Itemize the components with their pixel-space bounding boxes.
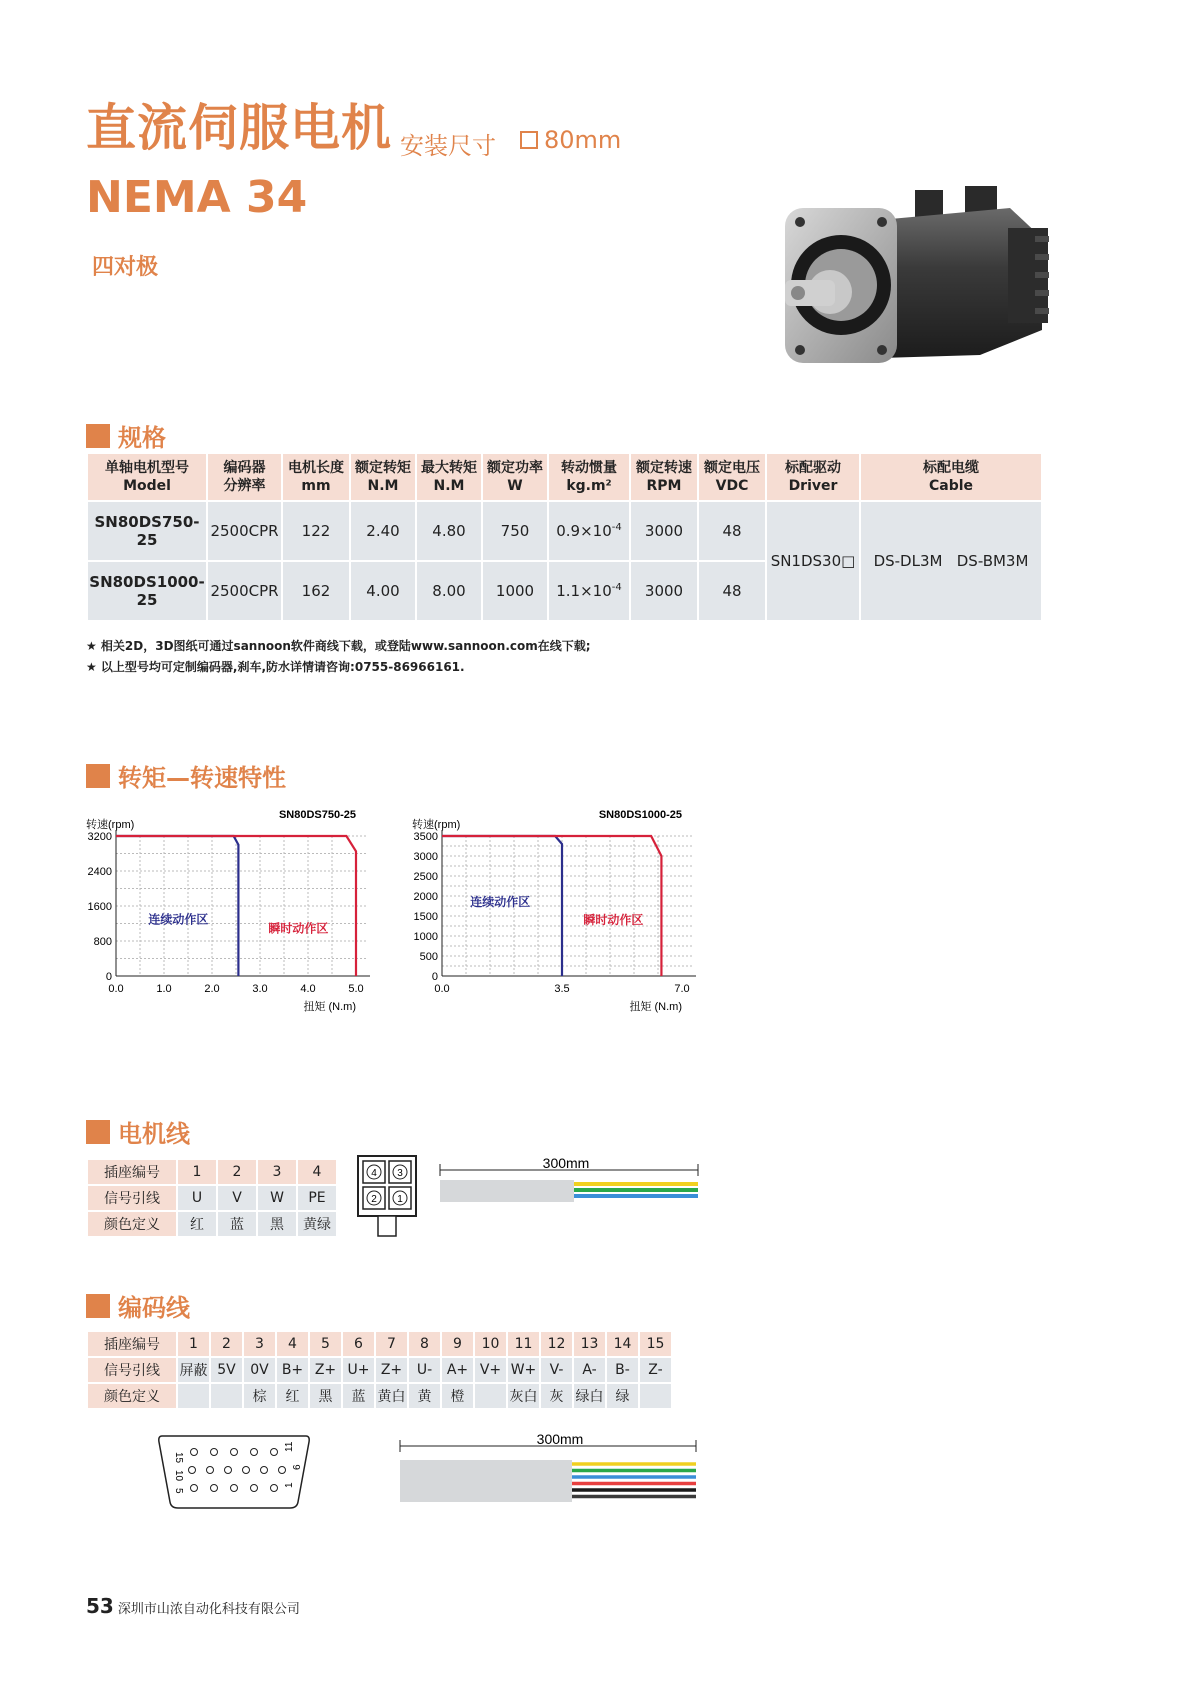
y-tick-label: 500: [419, 951, 438, 963]
encoder-cable-diagram: [396, 1432, 702, 1504]
pin-cell: 2: [218, 1160, 256, 1184]
spec-cell-power: 750: [483, 502, 547, 560]
signal-cell: U+: [343, 1358, 374, 1382]
x-tick-label: 0.0: [108, 983, 124, 995]
signal-cell: Z-: [640, 1358, 671, 1382]
x-axis-label: 扭矩 (N.m): [629, 1001, 682, 1013]
pin-cell: 13: [574, 1332, 605, 1356]
row-label: 插座编号: [88, 1332, 176, 1356]
notes: [86, 636, 591, 678]
color-cell: [211, 1384, 242, 1408]
pin-cell: 3: [258, 1160, 296, 1184]
page-number: 53: [86, 1594, 114, 1618]
row-label: 颜色定义: [88, 1384, 176, 1408]
spec-cell-inertia: $1.1\times 10^{-4}$: [549, 562, 629, 620]
x-tick-label: 2.0: [204, 983, 220, 995]
y-tick-label: 0: [105, 971, 112, 983]
signal-cell: 0V: [244, 1358, 275, 1382]
connector-pin-label: 2: [371, 1194, 377, 1205]
pin-cell: 14: [607, 1332, 638, 1356]
company-name: 深圳市山浓自动化科技有限公司: [117, 1602, 300, 1617]
section-specs-title: 规格: [118, 424, 166, 452]
y-axis-label: 转速(rpm): [412, 819, 461, 831]
pin-cell: 1: [178, 1332, 209, 1356]
pin-cell: 1: [178, 1160, 216, 1184]
db-pin-label: 5: [173, 1488, 184, 1494]
spec-cell-rated-torque: 4.00: [351, 562, 415, 620]
y-tick-label: 1500: [413, 911, 438, 923]
spec-cell-encoder: 2500CPR: [208, 502, 281, 560]
y-tick-label: 2000: [413, 891, 438, 903]
color-cell: 红: [277, 1384, 308, 1408]
x-axis-label: 扭矩 (N.m): [303, 1001, 356, 1013]
x-tick-label: 3.5: [554, 983, 570, 995]
spec-header-cell: 转动惯量 kg.m²: [549, 454, 629, 500]
square-icon: [520, 131, 538, 149]
encoder-color-row: [88, 1384, 671, 1408]
color-cell: [475, 1384, 506, 1408]
row-label: 插座编号: [88, 1160, 176, 1184]
db-pin-label: 11: [284, 1441, 295, 1452]
db-pin-label: 1: [284, 1482, 295, 1488]
encoder-pin-row: [88, 1332, 671, 1356]
x-tick-label: 5.0: [348, 983, 364, 995]
spec-cell-model: SN80DS1000-25: [88, 562, 206, 620]
signal-cell: A+: [442, 1358, 473, 1382]
spec-cell-speed: 3000: [631, 502, 697, 560]
spec-header-cell: 编码器 分辨率: [208, 454, 281, 500]
pin-cell: 11: [508, 1332, 539, 1356]
row-label: 颜色定义: [88, 1212, 176, 1236]
color-cell: 红: [178, 1212, 216, 1236]
motor-signal-row: [88, 1186, 336, 1210]
pin-cell: 3: [244, 1332, 275, 1356]
x-tick-label: 1.0: [156, 983, 172, 995]
spec-cell-length: 162: [283, 562, 349, 620]
pin-cell: 6: [343, 1332, 374, 1356]
pin-cell: 10: [475, 1332, 506, 1356]
color-cell: [640, 1384, 671, 1408]
motor-pin-table: [86, 1158, 338, 1238]
spec-cell-cable: DS-DL3M DS-BM3M: [861, 502, 1041, 620]
motor-color-row: [88, 1212, 336, 1236]
motor-pin-row: [88, 1160, 336, 1184]
connector-pin-label: 3: [397, 1168, 403, 1179]
spec-table: [86, 452, 1043, 622]
y-tick-label: 3000: [413, 851, 438, 863]
y-axis-label: 转速(rpm): [86, 819, 135, 831]
signal-cell: V: [218, 1186, 256, 1210]
spec-header-cell: 额定转速 RPM: [631, 454, 697, 500]
signal-cell: Z+: [376, 1358, 407, 1382]
color-cell: 绿: [607, 1384, 638, 1408]
y-tick-label: 1000: [413, 931, 438, 943]
pin-cell: 7: [376, 1332, 407, 1356]
spec-cell-inertia: $0.9\times 10^{-4}$: [549, 502, 629, 560]
signal-cell: B+: [277, 1358, 308, 1382]
db-pin-label: 10: [173, 1470, 184, 1482]
signal-cell: 5V: [211, 1358, 242, 1382]
spec-cell-encoder: 2500CPR: [208, 562, 281, 620]
signal-cell: Z+: [310, 1358, 341, 1382]
poles-label: 四对极: [92, 255, 159, 280]
color-cell: 黑: [258, 1212, 296, 1236]
page-title: 直流伺服电机: [86, 99, 392, 157]
signal-cell: U: [178, 1186, 216, 1210]
signal-cell: V-: [541, 1358, 572, 1382]
db-pin-label: 15: [173, 1452, 184, 1464]
pin-cell: 4: [298, 1160, 336, 1184]
section-marker: [86, 1294, 110, 1318]
x-tick-label: 7.0: [674, 983, 690, 995]
motor-product-image: [780, 180, 1070, 390]
section-motor-cable-title: 电机线: [118, 1120, 190, 1148]
color-cell: 黄: [409, 1384, 440, 1408]
signal-cell: W+: [508, 1358, 539, 1382]
y-tick-label: 3500: [413, 831, 438, 843]
nema-label: NEMA 34: [86, 172, 308, 223]
spec-header-cell: 额定功率 W: [483, 454, 547, 500]
x-tick-label: 3.0: [252, 983, 268, 995]
connector-pin-label: 1: [397, 1194, 403, 1205]
color-cell: 绿白: [574, 1384, 605, 1408]
spec-cell-power: 1000: [483, 562, 547, 620]
connector-pin-label: 4: [371, 1168, 377, 1179]
encoder-signal-row: [88, 1358, 671, 1382]
spec-header-cell: 单轴电机型号 Model: [88, 454, 206, 500]
region-annotation: 连续动作区: [148, 912, 209, 927]
signal-cell: B-: [607, 1358, 638, 1382]
spec-header-cell: 电机长度 mm: [283, 454, 349, 500]
y-tick-label: 3200: [87, 831, 112, 843]
section-marker: [86, 424, 110, 448]
color-cell: 橙: [442, 1384, 473, 1408]
spec-cell-max-torque: 4.80: [417, 502, 481, 560]
signal-cell: U-: [409, 1358, 440, 1382]
y-tick-label: 800: [93, 936, 112, 948]
color-cell: 蓝: [218, 1212, 256, 1236]
spec-header-cell: 标配驱动 Driver: [767, 454, 859, 500]
spec-cell-model: SN80DS750-25: [88, 502, 206, 560]
motor-cable-length: 300mm: [542, 1156, 590, 1171]
install-size: [520, 126, 621, 154]
chart-title: SN80DS1000-25: [598, 809, 682, 821]
motor-cable-diagram: [436, 1156, 702, 1208]
section-encoder-cable: [86, 1288, 190, 1323]
encoder-pin-table: [86, 1330, 673, 1410]
signal-cell: V+: [475, 1358, 506, 1382]
note-line: ★ 相关2D，3D图纸可通过sannoon软件商线下载，或登陆www.sannoon.com在线下载;: [86, 639, 591, 653]
spec-cell-voltage: 48: [699, 502, 765, 560]
y-tick-label: 2500: [413, 871, 438, 883]
spec-header-cell: 最大转矩 N.M: [417, 454, 481, 500]
section-marker: [86, 1120, 110, 1144]
install-size-value: 80mm: [544, 126, 622, 154]
y-tick-label: 2400: [87, 866, 112, 878]
spec-header-cell: 标配电缆 Cable: [861, 454, 1041, 500]
motor-connector-diagram: [356, 1154, 420, 1238]
db-pin-label: 6: [292, 1464, 303, 1470]
row-label: 信号引线: [88, 1358, 176, 1382]
spec-header-cell: 额定转矩 N.M: [351, 454, 415, 500]
note-line: ★ 以上型号均可定制编码器,刹车,防水详情请咨询:0755-86966161.: [86, 660, 465, 674]
pin-cell: 12: [541, 1332, 572, 1356]
pin-cell: 15: [640, 1332, 671, 1356]
pin-cell: 5: [310, 1332, 341, 1356]
spec-cell-max-torque: 8.00: [417, 562, 481, 620]
spec-cell-rated-torque: 2.40: [351, 502, 415, 560]
x-tick-label: 4.0: [300, 983, 316, 995]
pin-cell: 2: [211, 1332, 242, 1356]
section-marker: [86, 764, 110, 788]
signal-cell: W: [258, 1186, 296, 1210]
install-size-label: 安装尺寸: [400, 132, 496, 160]
torque-speed-chart-2: [412, 806, 732, 1036]
torque-speed-chart-1: [86, 806, 406, 1036]
section-torque-speed-title: 转矩—转速特性: [118, 764, 286, 792]
encoder-cable-length: 300mm: [536, 1432, 584, 1447]
color-cell: 灰: [541, 1384, 572, 1408]
color-cell: 黄白: [376, 1384, 407, 1408]
spec-cell-length: 122: [283, 502, 349, 560]
spec-cell-driver: SN1DS30□: [767, 502, 859, 620]
color-cell: [178, 1384, 209, 1408]
signal-cell: PE: [298, 1186, 336, 1210]
spec-cell-voltage: 48: [699, 562, 765, 620]
row-label: 信号引线: [88, 1186, 176, 1210]
region-annotation: 连续动作区: [470, 895, 531, 909]
region-annotation: 瞬时动作区: [583, 913, 644, 927]
spec-cell-speed: 3000: [631, 562, 697, 620]
pin-cell: 9: [442, 1332, 473, 1356]
section-specs: [86, 418, 166, 453]
spec-header-cell: 额定电压 VDC: [699, 454, 765, 500]
signal-cell: 屏蔽: [178, 1358, 209, 1382]
spec-row: [88, 502, 1041, 560]
color-cell: 棕: [244, 1384, 275, 1408]
chart-title: SN80DS750-25: [278, 809, 356, 821]
y-tick-label: 1600: [87, 901, 112, 913]
x-tick-label: 0.0: [434, 983, 450, 995]
region-annotation: 瞬时动作区: [268, 921, 329, 936]
y-tick-label: 0: [431, 971, 438, 983]
footer: [86, 1594, 300, 1618]
pin-cell: 4: [277, 1332, 308, 1356]
db15-connector-diagram: [154, 1430, 314, 1512]
color-cell: 灰白: [508, 1384, 539, 1408]
section-encoder-cable-title: 编码线: [118, 1294, 190, 1322]
spec-header-row: [88, 454, 1041, 500]
pin-cell: 8: [409, 1332, 440, 1356]
signal-cell: A-: [574, 1358, 605, 1382]
color-cell: 黑: [310, 1384, 341, 1408]
color-cell: 黄绿: [298, 1212, 336, 1236]
section-torque-speed: [86, 758, 286, 793]
section-motor-cable: [86, 1114, 190, 1149]
color-cell: 蓝: [343, 1384, 374, 1408]
